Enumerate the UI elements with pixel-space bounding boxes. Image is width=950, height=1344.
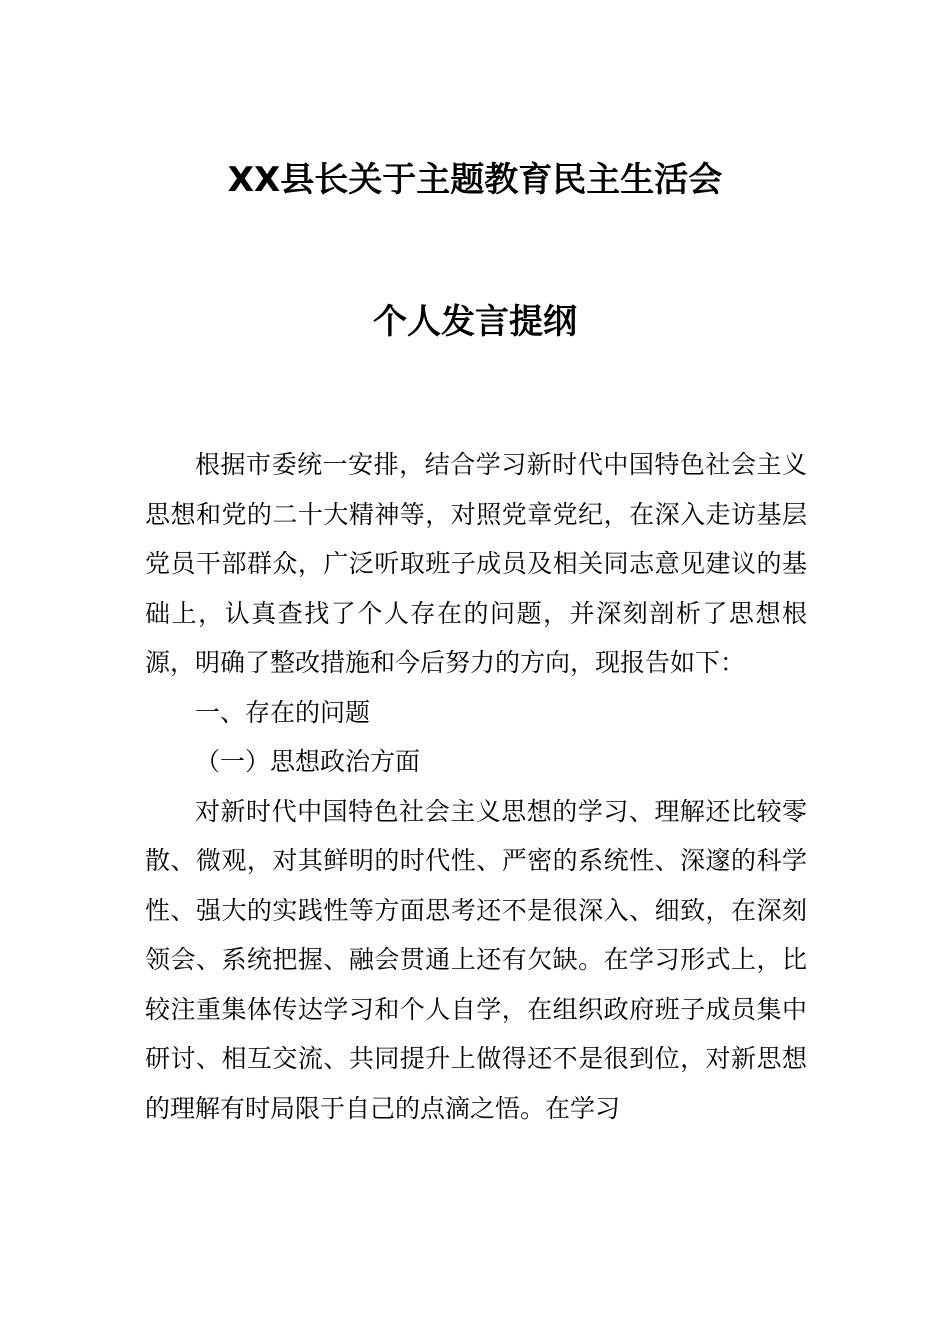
document-title-line-2: 个人发言提纲 xyxy=(373,302,577,342)
document-body xyxy=(145,440,807,1133)
intro-paragraph: 根据市委统一安排，结合学习新时代中国特色社会主义思想和党的二十大精神等，对照党章党纪，在深入走访基层党员干部群众，广泛听取班子成员及相关同志意见建议的基础上，认真查找了个人存在的问题，并深刻剖析了思想根源，明确了整改措施和今后努力的方向，现报告如下： xyxy=(145,450,807,677)
document-title-line-1: XX县长关于主题教育民主生活会 xyxy=(227,160,723,200)
subsection-heading-ideology: （一）思想政治方面 xyxy=(195,747,421,776)
body-paragraph: 对新时代中国特色社会主义思想的学习、理解还比较零散、微观，对其鲜明的时代性、严密的系统性、深邃的科学性、强大的实践性等方面思考还不是很深入、细致，在深刻领会、系统把握、融会贯通上还有欠缺。在学习形式上，比较注重集体传达学习和个人自学，在组织政府班子成员集中研讨、相互交流、共同提升上做得还不是很到位，对新思想的理解有时局限于自己的点滴之悟。在学习 xyxy=(145,796,807,1123)
section-heading-problems: 一、存在的问题 xyxy=(195,697,371,727)
